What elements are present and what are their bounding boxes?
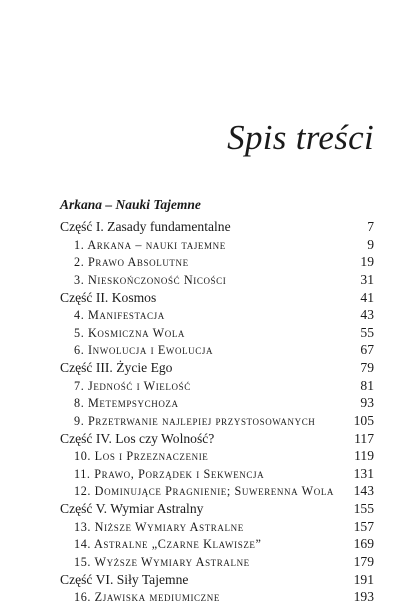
toc-row-part: [60, 500, 374, 518]
toc-entry-label: 1. Arkana – nauki tajemne: [74, 237, 226, 252]
toc-entry-label: 9. Przetrwanie najlepiej przystosowanych: [74, 413, 316, 428]
toc-entry-label: 14. Astralne „Czarne Klawisze”: [74, 537, 262, 552]
toc-page-number: 41: [360, 289, 374, 305]
toc-page-number: 191: [353, 571, 374, 587]
toc-row-chapter: [60, 271, 374, 289]
toc-page-number: 31: [360, 271, 374, 287]
toc-entry-label: 16. Zjawiska mediumiczne: [74, 590, 220, 605]
toc-entry-label: 13. Niższe Wymiary Astralne: [74, 519, 244, 534]
toc-entry-label: Część VI. Siły Tajemne: [60, 571, 189, 587]
toc-row-chapter: [60, 553, 374, 571]
toc-page-number: 55: [360, 324, 374, 340]
toc-row-chapter: [60, 535, 374, 553]
toc-page-number: 79: [360, 360, 374, 375]
book-subtitle: Arkana – Nauki Tajemne: [60, 197, 201, 212]
toc-page-number: 93: [360, 395, 374, 411]
toc-row-chapter: [60, 377, 374, 395]
toc-page-number: 9: [367, 236, 374, 252]
toc-row-chapter: [60, 236, 374, 254]
toc-row-chapter: [60, 465, 374, 483]
toc-entry-label: 7. Jedność i Wielość: [74, 378, 191, 393]
toc-entry-label: Część I. Zasady fundamentalne: [60, 219, 231, 234]
toc-row-chapter: [60, 253, 374, 271]
toc-entry-label: 3. Nieskończoność Nicości: [74, 272, 227, 287]
toc-page-number: 67: [360, 342, 374, 358]
toc-page-number: 155: [353, 501, 374, 516]
toc-row-part: [60, 289, 374, 307]
toc-row-chapter: [60, 518, 374, 536]
toc-page-number: 7: [367, 219, 374, 234]
toc-page-number: 179: [353, 553, 374, 569]
toc-row-chapter: [60, 306, 374, 324]
toc-page-number: 81: [360, 377, 374, 393]
toc-page-number: 157: [353, 518, 374, 534]
toc-entry-label: 8. Metempsychoza: [74, 396, 179, 411]
toc-page-number: 169: [353, 536, 374, 552]
toc-page-number: 131: [353, 465, 374, 481]
toc-row-part: [60, 359, 374, 377]
toc-entry-label: 12. Dominujące Pragnienie; Suwerenna Wola: [74, 484, 335, 499]
toc-entry-label: Część IV. Los czy Wolność?: [60, 430, 215, 446]
toc-entry-label: 4. Manifestacja: [74, 308, 165, 323]
toc-entry-label: Część III. Życie Ego: [60, 360, 173, 375]
toc-page-number: 193: [353, 589, 374, 605]
toc-row-part: [60, 571, 374, 589]
toc-entry-label: 15. Wyższe Wymiary Astralne: [74, 554, 250, 569]
toc-entry-label: Część V. Wymiar Astralny: [60, 501, 204, 516]
toc-row-part: [60, 218, 374, 236]
toc-page-number: 43: [360, 307, 374, 323]
toc-entry-label: Część II. Kosmos: [60, 289, 157, 305]
toc-row-chapter: [60, 588, 374, 606]
toc-entry-label: 10. Los i Przeznaczenie: [74, 449, 209, 464]
toc-page-number: 105: [353, 412, 374, 428]
toc-entry-label: 6. Inwolucja i Ewolucja: [74, 343, 214, 358]
toc-page-number: 117: [354, 430, 374, 446]
toc-row-chapter: [60, 482, 374, 500]
toc-entry-label: 5. Kosmiczna Wola: [74, 325, 186, 340]
toc-page-number: 119: [354, 448, 374, 464]
toc-page-number: 19: [360, 254, 374, 270]
page-title: Spis treści: [227, 118, 374, 157]
toc-row-chapter: [60, 324, 374, 342]
toc-entry-label: 2. Prawo Absolutne: [74, 255, 189, 270]
toc-row-chapter: [60, 394, 374, 412]
toc-row-chapter: [60, 412, 374, 430]
table-of-contents: [60, 218, 374, 606]
toc-entry-label: 11. Prawo, Porządek i Sekwencja: [74, 466, 265, 481]
toc-page-number: 143: [353, 483, 374, 499]
toc-row-chapter: [60, 447, 374, 465]
toc-row-chapter: [60, 341, 374, 359]
toc-row-part: [60, 430, 374, 448]
